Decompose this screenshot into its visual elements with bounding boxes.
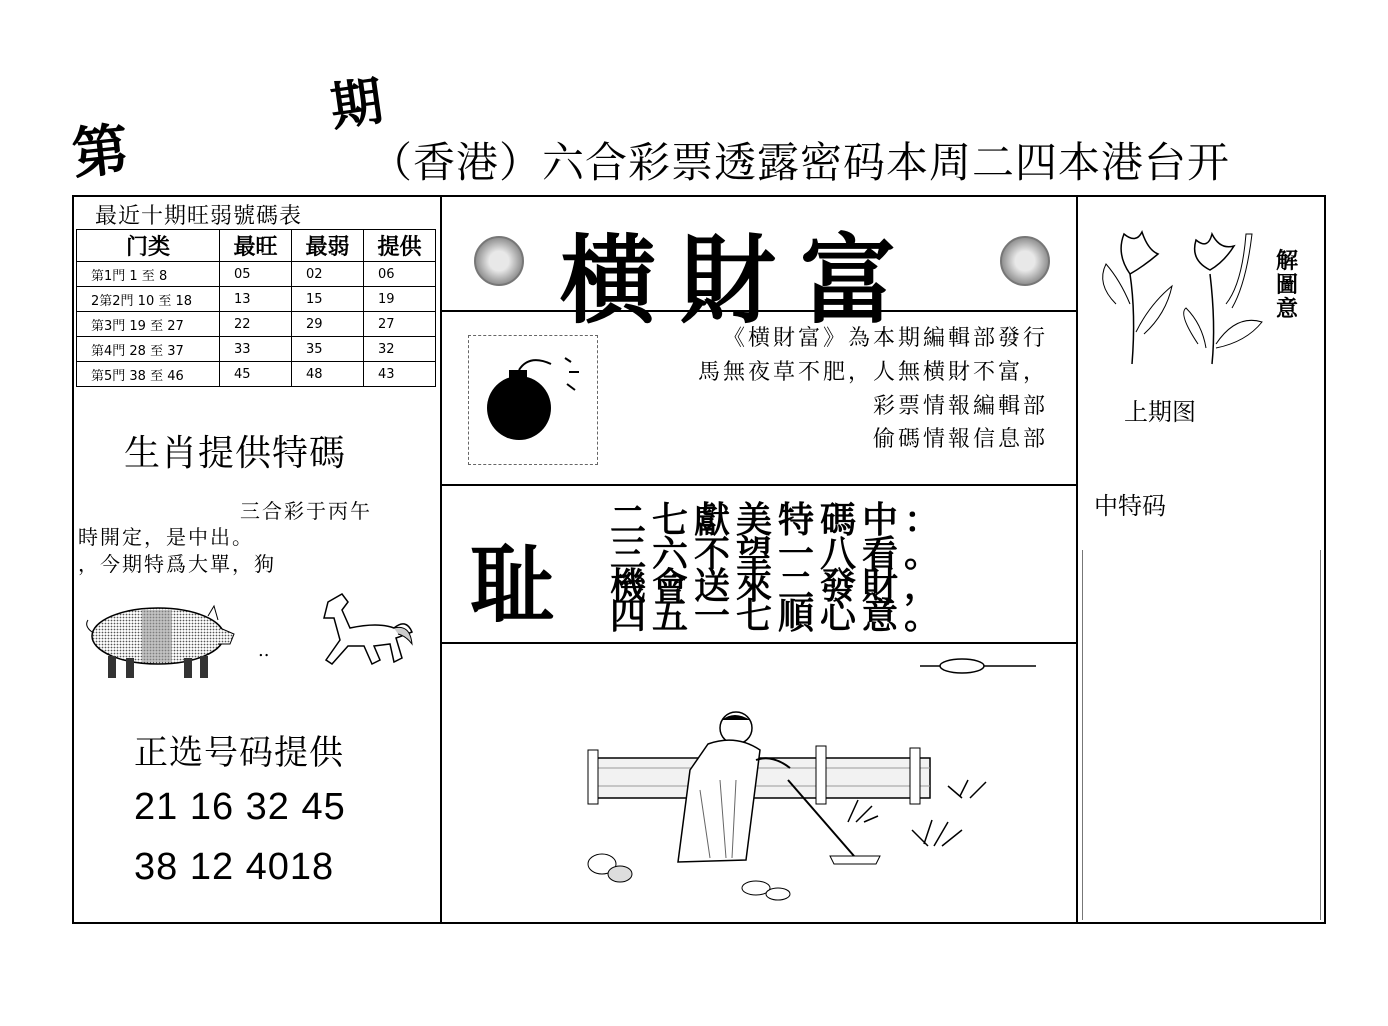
header-qi-char: 期 (326, 71, 387, 139)
table-cell: 32 (364, 337, 436, 362)
table-cell: 06 (364, 262, 436, 287)
table-cell: 13 (220, 287, 292, 312)
hit-number-label: 中特码 (1094, 492, 1166, 520)
header-di-char: 第 (69, 117, 130, 188)
left-divider (440, 197, 442, 922)
table-cell: 35 (292, 337, 364, 362)
table-header-row (77, 230, 436, 262)
table-row (77, 262, 436, 287)
table-cell: 第1門 1 至 8 (77, 262, 220, 287)
verse-line: 二七獻美特碼中： (610, 499, 947, 541)
coin-icon (1000, 236, 1050, 286)
selection-numbers-line: 38 12 4018 (134, 846, 335, 888)
table-cell: 48 (292, 362, 364, 387)
separator-dots: .. (258, 640, 270, 661)
verse-divider (442, 642, 1076, 644)
table-cell: 45 (220, 362, 292, 387)
interpretation-title: 解圖意 (1276, 249, 1299, 322)
big-title: 横財富 (560, 224, 920, 337)
flower-illustration (1086, 214, 1272, 370)
table-cell: 19 (364, 287, 436, 312)
table-cell: 05 (220, 262, 292, 287)
coin-icon (474, 236, 524, 286)
bomb-frame (468, 335, 598, 465)
table-cell: 第4門 28 至 37 (77, 337, 220, 362)
zodiac-poem-line: 三合彩于丙午 (240, 499, 372, 523)
table-cell: 02 (292, 262, 364, 287)
table-cell: 27 (364, 312, 436, 337)
table-row (77, 312, 436, 337)
verse-line: 機會送來二發財， (610, 565, 947, 607)
zodiac-title: 生肖提供特碼 (124, 433, 347, 474)
zodiac-poem-line: 時開定，是中出。 (78, 525, 254, 549)
table-cell: 33 (220, 337, 292, 362)
intro-line: 《横財富》為本期編輯部發行 (722, 326, 1048, 351)
column-header: 门类 (77, 230, 220, 262)
previous-image-label: 上期图 (1124, 398, 1196, 426)
pig-icon (80, 598, 240, 684)
table-cell: 43 (364, 362, 436, 387)
verse-line: 三六不望一八看。 (610, 533, 947, 575)
selection-numbers-line: 21 16 32 45 (134, 786, 346, 828)
table-cell: 22 (220, 312, 292, 337)
intro-line: 彩票情報編輯部 (872, 394, 1048, 419)
verse-line: 四五一七順心意。 (610, 595, 947, 637)
table-cell: 第3門 19 至 27 (77, 312, 220, 337)
table-row (77, 287, 436, 312)
table-cell: 第5門 38 至 46 (77, 362, 220, 387)
right-inner-line (1082, 550, 1083, 920)
table-title: 最近十期旺弱號碼表 (95, 204, 303, 229)
column-header: 最旺 (220, 230, 292, 262)
number-table (76, 229, 436, 387)
table-row (77, 337, 436, 362)
horse-icon (298, 588, 414, 672)
zodiac-poem-line: ，今期特爲大單，狗 (78, 552, 276, 576)
featured-character: 耻 (470, 535, 555, 634)
column-header: 最弱 (292, 230, 364, 262)
table-cell: 15 (292, 287, 364, 312)
intro-divider (442, 484, 1076, 486)
selection-title: 正选号码提供 (134, 733, 344, 773)
table-row (77, 362, 436, 387)
table-cell: 2第2門 10 至 18 (77, 287, 220, 312)
farmer-illustration (560, 650, 1060, 910)
table-cell: 29 (292, 312, 364, 337)
bomb-icon (469, 336, 597, 464)
column-header: 提供 (364, 230, 436, 262)
intro-line: 偷碼情報信息部 (872, 427, 1048, 452)
right-divider (1076, 197, 1078, 922)
page-title: （香港）六合彩票透露密码本周二四本港台开 (370, 138, 1231, 187)
intro-line: 馬無夜草不肥，人無横財不富， (697, 360, 1048, 385)
right-inner-line (1320, 550, 1321, 920)
